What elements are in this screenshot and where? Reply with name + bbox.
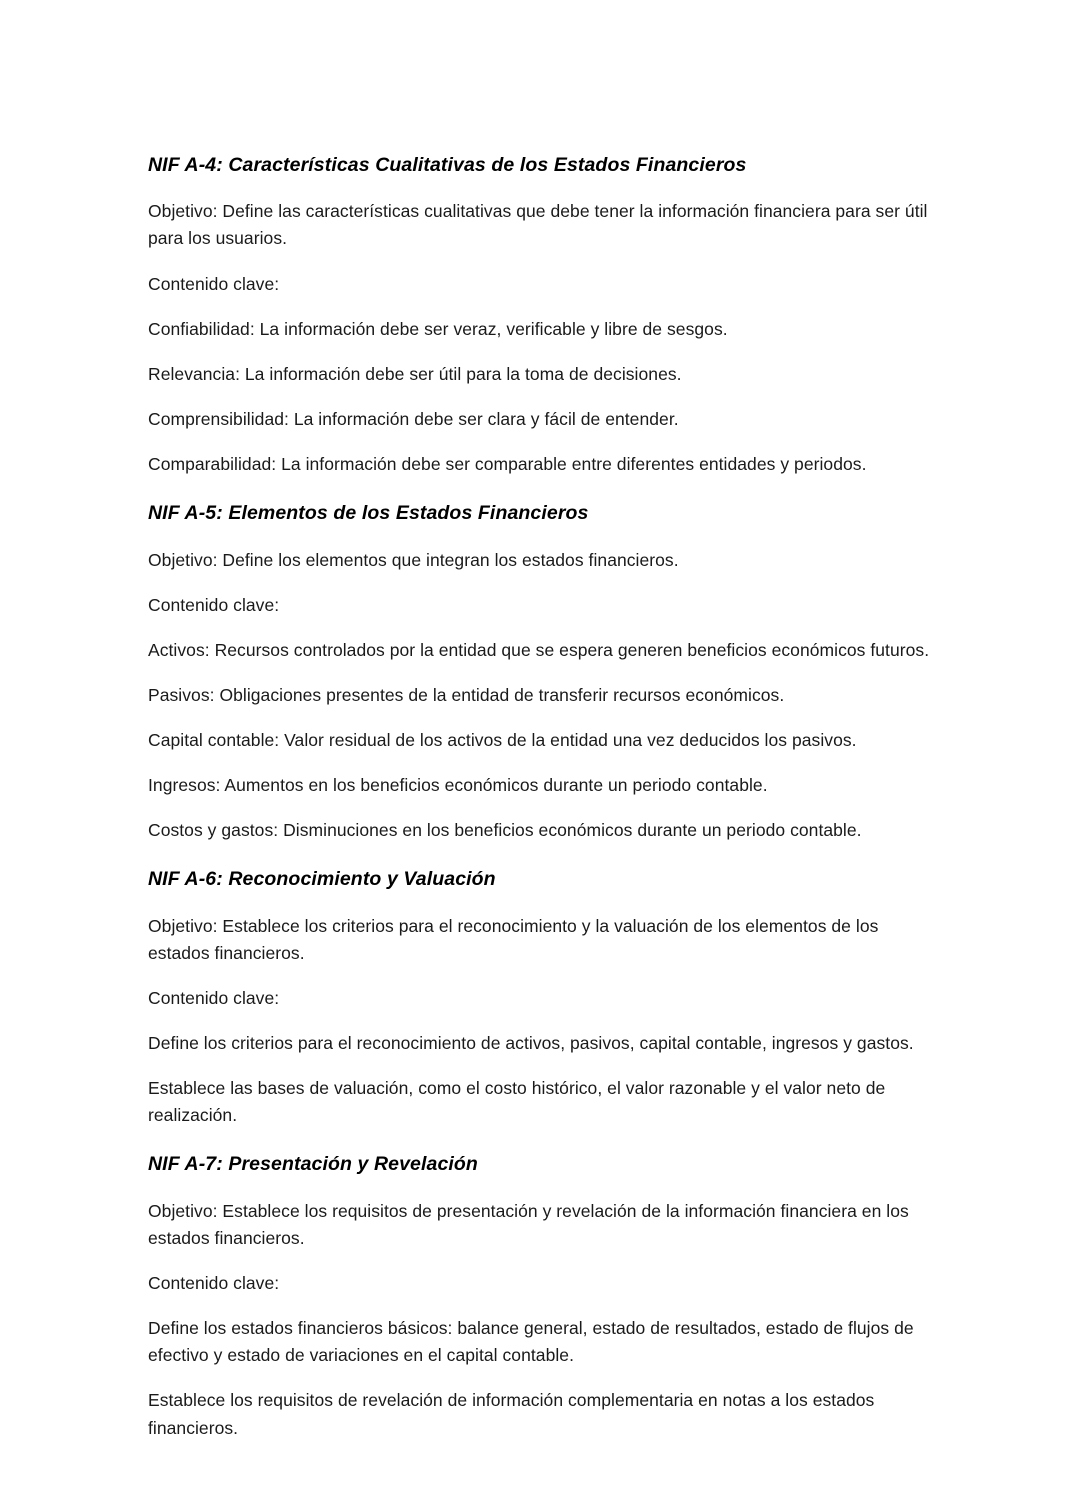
paragraph-block xyxy=(148,198,932,252)
section-heading: NIF A-7: Presentación y Revelación xyxy=(148,1153,478,1176)
paragraph-block xyxy=(148,406,932,433)
section-nif-a-4 xyxy=(148,152,932,478)
paragraph-block xyxy=(148,271,932,298)
section-nif-a-5 xyxy=(148,500,932,844)
paragraph: Objetivo: Define los elementos que integran los estados financieros. xyxy=(148,549,679,570)
paragraph-block xyxy=(148,772,932,799)
paragraph: Contenido clave: xyxy=(148,1273,280,1293)
paragraph: Activos: Recursos controlados por la entidad que se espera generen beneficios económicos futuros. xyxy=(148,639,930,660)
paragraph-block xyxy=(148,1270,932,1297)
paragraph-block xyxy=(148,817,932,844)
paragraph-block xyxy=(148,361,932,388)
paragraph: Contenido clave: xyxy=(148,594,280,615)
document-body xyxy=(148,152,932,1442)
section-heading: NIF A-6: Reconocimiento y Valuación xyxy=(148,868,496,891)
paragraph: Comprensibilidad: La información debe ser clara y fácil de entender. xyxy=(148,408,679,429)
paragraph: Objetivo: Establece los requisitos de presentación y revelación de la información financiera en los estados financieros. xyxy=(148,1200,909,1248)
paragraph-block xyxy=(148,637,932,664)
paragraph: Costos y gastos: Disminuciones en los beneficios económicos durante un periodo contable. xyxy=(148,820,862,841)
paragraph: Pasivos: Obligaciones presentes de la entidad de transferir recursos económicos. xyxy=(148,684,785,705)
paragraph-block xyxy=(148,316,932,343)
section-nif-a-7 xyxy=(148,1151,932,1441)
paragraph: Comparabilidad: La información debe ser comparable entre diferentes entidades y periodos. xyxy=(148,454,867,475)
paragraph: Establece los requisitos de revelación de información complementaria en notas a los estados financieros. xyxy=(148,1390,875,1438)
paragraph: Define los estados financieros básicos: balance general, estado de resultados, estado de flujos de efectivo y estado de variaciones en el capital contable. xyxy=(148,1318,914,1366)
paragraph-block xyxy=(148,727,932,754)
paragraph: Define los criterios para el reconocimiento de activos, pasivos, capital contable, ingresos y gastos. xyxy=(148,1033,914,1054)
paragraph-block xyxy=(148,1198,932,1252)
paragraph-block xyxy=(148,451,932,478)
paragraph-block xyxy=(148,682,932,709)
paragraph: Relevancia: La información debe ser útil para la toma de decisiones. xyxy=(148,363,682,384)
paragraph: Objetivo: Establece los criterios para el reconocimiento y la valuación de los elementos de los estados financieros. xyxy=(148,915,879,963)
paragraph: Ingresos: Aumentos en los beneficios económicos durante un periodo contable. xyxy=(148,775,768,796)
paragraph-block xyxy=(148,1387,932,1441)
paragraph: Contenido clave: xyxy=(148,987,280,1008)
paragraph: Objetivo: Define las características cualitativas que debe tener la información financiera para ser útil para los usuarios. xyxy=(148,201,928,249)
paragraph-block xyxy=(148,1075,932,1129)
paragraph: Contenido clave: xyxy=(148,273,280,294)
paragraph: Confiabilidad: La información debe ser veraz, verificable y libre de sesgos. xyxy=(148,318,728,339)
section-nif-a-6 xyxy=(148,866,932,1129)
paragraph-block xyxy=(148,1315,932,1369)
paragraph: Establece las bases de valuación, como el costo histórico, el valor razonable y el valor neto de realización. xyxy=(148,1078,886,1126)
section-heading: NIF A-5: Elementos de los Estados Financieros xyxy=(148,502,589,525)
paragraph-block xyxy=(148,913,932,967)
paragraph-block xyxy=(148,1030,932,1057)
paragraph-block xyxy=(148,985,932,1012)
paragraph-block xyxy=(148,592,932,619)
paragraph-block xyxy=(148,547,932,574)
section-heading: NIF A-4: Características Cualitativas de los Estados Financieros xyxy=(148,154,747,176)
paragraph: Capital contable: Valor residual de los activos de la entidad una vez deducidos los pasivos. xyxy=(148,730,857,750)
